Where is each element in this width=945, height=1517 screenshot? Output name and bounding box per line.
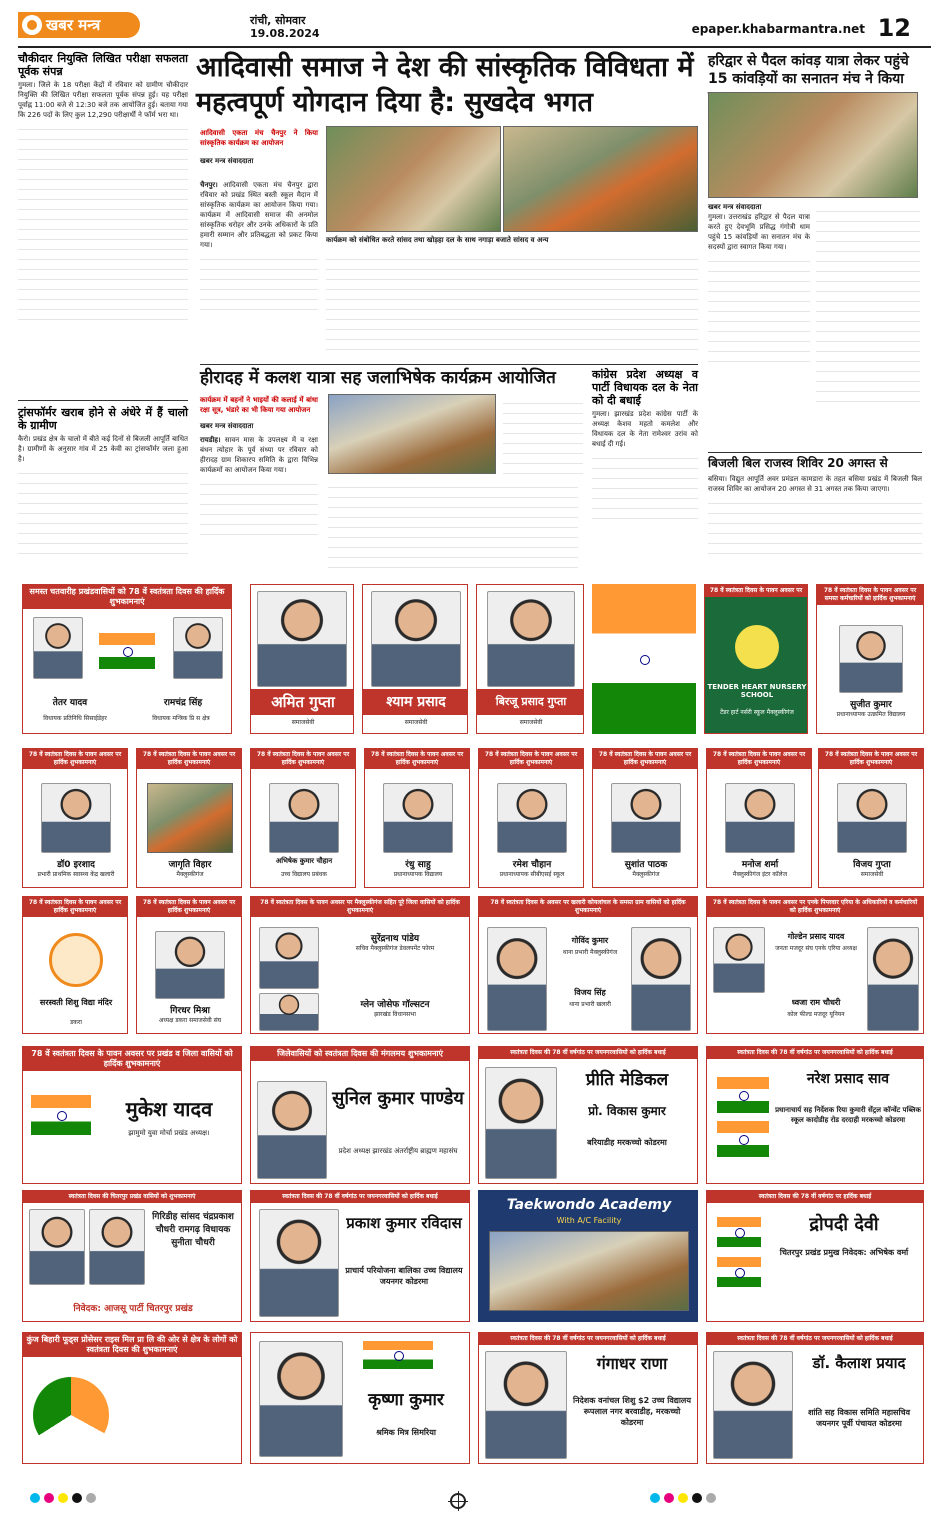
ad-randhu-sahu-head: 78 वें स्वतंत्रता दिवस के पावन अवसर पर हार्दिक शुभकामनाएं xyxy=(365,749,469,769)
ad-manoj-sharma-role: मैक्लुस्कीगंज इंटर कॉलेज xyxy=(732,871,788,878)
ad-ajsu-chitarpur-sponsor: निवेदक: आजसू पार्टी चितरपुर प्रखंड xyxy=(73,1304,193,1314)
ad-draupadi-devi-role: चितरपुर प्रखंड प्रमुख निवेदक: अभिषेक वर्मा xyxy=(779,1248,909,1257)
ad-mukesh-yadav[interactable] xyxy=(22,1046,242,1184)
brand-logo[interactable] xyxy=(18,12,140,38)
ad-police-khalari-head: 78 वें स्वतंत्रता दिवस के अवसर पर खलारी कोयलांचल के समस्त ग्राम वासियों को हार्दिक शुभकामनाएं xyxy=(479,897,697,917)
ad-kailash-prasad-role: शांति सह विकास समिति महासचिव जयनगर पूर्वी पंचायत कोडरमा xyxy=(807,1408,911,1428)
ad-saraswati-shishu-role: डकरा xyxy=(70,1019,82,1026)
ad-ramesh-chauhan-role: प्रधानाध्यापक सीबीएसई स्कूल xyxy=(499,871,565,878)
ad-prakash-ravidas-head: स्वतंत्रता दिवस की 78 वीं वर्षगांठ पर जयनगरवासियों को हार्दिक बधाई xyxy=(251,1191,469,1203)
kalash-story-title: हीरादह में कलश यात्रा सह जलाभिषेक कार्यक्रम आयोजित xyxy=(200,368,556,388)
ad-taekwondo-academy[interactable] xyxy=(478,1190,698,1322)
ad-saraswati-shishu[interactable] xyxy=(22,896,128,1034)
ad-sujit-kumar-name: सुजीत कुमार xyxy=(850,700,892,710)
ad-dr-irshad-name: डॉ0 इरशाद xyxy=(57,860,95,870)
school-emblem-icon xyxy=(49,933,103,987)
ad-chatwarih-role-1: विधायक प्रतिनिधि सिसाईडेहर xyxy=(43,715,107,722)
ad-girdhar-mishra-photo xyxy=(155,931,225,999)
ad-gangadhar-rana-photo xyxy=(485,1351,567,1459)
ad-ramesh-chauhan-head: 78 वें स्वतंत्रता दिवस के पावन अवसर पर हार्दिक शुभकामनाएं xyxy=(479,749,583,769)
kanwar-photo xyxy=(708,92,918,198)
transformer-story-title: ट्रांसफॉर्मर खराब होने से अंधेरे में हैं चालो के ग्रामीण xyxy=(18,406,188,432)
ad-shyam-prasad-photo xyxy=(371,591,461,687)
transformer-story xyxy=(18,406,188,554)
ad-draupadi-devi-head: स्वतंत्रता दिवस की 78 वीं वर्षगांठ पर हार्दिक बधाई xyxy=(707,1191,923,1203)
flag-icon xyxy=(717,1077,769,1113)
kanwar-byline: खबर मन्त्र संवाददाता xyxy=(708,203,762,211)
flag-icon xyxy=(31,1095,91,1135)
kanwar-story-body: गुमला। उत्तराखंड हरिद्वार से पैदल यात्रा करते हुए देवभूमि प्रसिद्ध गंगोत्री धाम पहुंचे 15 कांवड़ियों का सनातन मंच के सदस्यों द्वारा स्वागत किया गया। xyxy=(708,213,810,251)
ad-ramesh-chauhan[interactable] xyxy=(478,748,584,888)
kanwar-story-body-block xyxy=(708,202,810,362)
lead-kicker-block xyxy=(200,128,318,166)
ad-amit-gupta-name: अमित गुप्ता xyxy=(251,689,354,715)
ad-randhu-sahu-photo xyxy=(383,783,453,853)
bill-story xyxy=(708,474,922,554)
ad-girdhar-mishra-head: 78 वें स्वतंत्रता दिवस के पावन अवसर पर हार्दिक शुभकामनाएं xyxy=(137,897,241,917)
lead-dateline: चैनपुर। xyxy=(200,181,218,189)
lead-body xyxy=(200,180,318,310)
ad-vijay-singh-name: विजय सिंह xyxy=(574,988,606,997)
ad-sujit-kumar[interactable] xyxy=(816,584,924,734)
ad-chatwarih-photo-1 xyxy=(33,617,83,679)
chowkidar-story-body: गुमला। जिले के 18 परीक्षा केंद्रों में रविवार को ग्रामीण चौकीदार नियुक्ति की लिखित परीक्षा सफलता पूर्वक संपन्न हुई। यह परीक्षा पूर्वाह्न 11:00 बजे से 12:30 बजे तक आयोजित हुई। बताया गया कि 226 पदों के लिए कुल 12,290 परीक्षार्थी ने फॉर्म भरा था। xyxy=(18,81,188,119)
ad-saraswati-shishu-name: सरस्वती शिशु विद्या मंदिर xyxy=(39,998,113,1007)
ad-chatwarih-role-2: विधायक मन्त्रिक प्रि स क्षेत्र xyxy=(152,715,210,722)
ad-ramesh-chauhan-name: रमेश चौहान xyxy=(512,860,552,870)
ad-chatwarih-photo-2 xyxy=(173,617,223,679)
ad-kailash-prasad-photo xyxy=(713,1351,793,1459)
ad-preeti-medical[interactable] xyxy=(478,1046,698,1184)
ad-preeti-medical-head: स्वतंत्रता दिवस की 78 वीं वर्षगांठ पर जयनगरवासियों को हार्दिक बधाई xyxy=(479,1047,697,1059)
ad-sushant-pathak-photo xyxy=(611,783,681,853)
kalash-body-text xyxy=(200,435,318,475)
ad-sujit-kumar-head: 78 वें स्वतंत्रता दिवस के पावन अवसर पर समस्त कर्मचारियों को हार्दिक शुभकामनाएं xyxy=(817,585,923,605)
ad-shyam-prasad-role: समाजसेवी xyxy=(404,719,428,726)
ad-birju-prasad-name: बिरजू प्रसाद गुप्ता xyxy=(477,689,584,715)
ad-surendranath-role: सचिव मैक्लुस्कीगंज डेवलपमेंट फोरम xyxy=(355,945,435,952)
ad-govind-kumar-name: गोविंद कुमार xyxy=(571,936,609,945)
bill-story-title: बिजली बिल राजस्व शिविर 20 अगस्त से xyxy=(708,456,888,470)
ad-mukesh-yadav-role: झामुमो युवा मोर्चा प्रखंड अध्यक्ष। xyxy=(128,1129,210,1137)
ad-naresh-prasad[interactable] xyxy=(706,1046,924,1184)
ad-taekwondo-photo xyxy=(489,1231,689,1311)
ad-draupadi-devi[interactable] xyxy=(706,1190,924,1322)
ad-amit-gupta[interactable] xyxy=(250,584,354,734)
ad-dr-irshad-head: 78 वें स्वतंत्रता दिवस के पावन अवसर पर हार्दिक शुभकामनाएं xyxy=(23,749,127,769)
ad-jagriti-vihar[interactable] xyxy=(136,748,242,888)
ad-taekwondo-sub: With A/C Facility xyxy=(556,1216,622,1225)
ad-abhishek-chauhan-name: अभिषेक कुमार चौहान xyxy=(275,857,333,865)
ad-abhishek-chauhan-photo xyxy=(269,783,339,853)
ad-tender-heart-head: 78 वें स्वतंत्रता दिवस के पावन अवसर पर xyxy=(705,585,807,597)
registration-marks-left xyxy=(30,1493,96,1507)
congress-story xyxy=(592,368,698,519)
masthead xyxy=(18,8,931,48)
ad-golden-yadav-name: गोल्डेन प्रसाद यादव xyxy=(787,932,845,941)
lead-photo-2 xyxy=(503,126,698,232)
ad-glen-galstan-role: झारखंड विधानसभा xyxy=(374,1011,416,1018)
ad-govind-kumar-photo xyxy=(487,927,547,1031)
ad-krishna-kumar-name: कृष्णा कुमार xyxy=(368,1390,444,1410)
ad-nk-piparwar-head: 78 वें स्वतंत्रता दिवस के पावन अवसर पर एनके पिपरवार एरिया के अधिकारियों व कर्मचारियों को हार्दिक शुभकामनाएं xyxy=(707,897,923,917)
ad-chatwarih-head: समस्त चतवारीह प्रखंडवासियों को 78 वें स्वतंत्रता दिवस की हार्दिक शुभकामनाएं xyxy=(23,585,231,609)
ad-jagriti-vihar-role: मैक्लुस्कीगंज xyxy=(176,871,204,878)
ad-gangadhar-rana-head: स्वतंत्रता दिवस की 78 वीं वर्षगांठ पर जयनगरवासियों को हार्दिक बधाई xyxy=(479,1333,697,1345)
kalash-body-columns xyxy=(328,478,578,568)
ad-surendranath-photo xyxy=(259,927,319,989)
ad-kailash-prasad-head: स्वतंत्रता दिवस की 78 वीं वर्षगांठ पर जयनगरवासियों को हार्दिक बधाई xyxy=(707,1333,923,1345)
ad-vijay-gupta[interactable] xyxy=(818,748,924,888)
ad-abhishek-chauhan-role: उच्च विद्यालय प्रबंधक xyxy=(280,871,328,878)
ad-gangadhar-rana-role: निदेशक वनांचल शिशु $2 उच्च विद्यालय रूपलाल नगर बरवाडीह, मरकच्चो कोडरमा xyxy=(573,1396,691,1427)
news-region xyxy=(18,50,931,575)
ad-police-khalari[interactable] xyxy=(478,896,698,1034)
ad-sunil-pandey-photo xyxy=(257,1081,327,1179)
chowkidar-story-title: चौकीदार नियुक्ति लिखित परीक्षा सफलता पूर्वक संपन्न xyxy=(18,52,188,78)
edition-info xyxy=(250,14,320,40)
ad-krishna-kumar-photo xyxy=(259,1341,343,1457)
ad-vijay-gupta-role: समाजसेवी xyxy=(860,871,884,878)
ad-ramesh-chauhan-photo xyxy=(497,783,567,853)
crop-target-icon xyxy=(450,1493,466,1509)
ad-sunil-pandey-head: जिलेवासियों को स्वतंत्रता दिवस की मंगलमय शुभकामनाएं xyxy=(251,1047,469,1061)
kanwar-story-col2 xyxy=(816,202,920,402)
ad-vijay-singh-photo xyxy=(631,927,691,1031)
ad-abhishek-chauhan[interactable] xyxy=(250,748,356,888)
chakra-graphic-icon xyxy=(33,1377,109,1453)
ad-chatwarih-name-1: तेतर यादव xyxy=(52,698,88,708)
ad-sunil-pandey-role: प्रदेश अध्यक्ष झारखंड अंतर्राष्ट्रीय ब्राह्मण महासंघ xyxy=(338,1147,458,1155)
brand-name: खबर मन्त्र xyxy=(46,16,101,34)
ad-prakash-ravidas-role: प्राचार्य परियोजना बालिका उच्च विद्यालय जयनगर कोडरमा xyxy=(345,1266,463,1286)
edition-date: 19.08.2024 xyxy=(250,27,320,40)
ad-glen-galstan-name: ग्लेन जोसेफ गॉल्सटन xyxy=(360,1000,430,1010)
ad-sunita-chaudhary-photo xyxy=(89,1209,145,1285)
ad-randhu-sahu[interactable] xyxy=(364,748,470,888)
ad-manoj-sharma-photo xyxy=(725,783,795,853)
page-number: 12 xyxy=(877,14,911,42)
congress-story-body: गुमला। झारखंड प्रदेश कांग्रेस पार्टी के अध्यक्ष केशव महतो कमलेश और विधायक दल के नेता रामेश्वर उरांव को बधाई दी गई। xyxy=(592,410,698,448)
lead-body-paragraph: आदिवासी एकता मंच चैनपुर द्वारा रविवार को प्रखंड स्थित बस्ती स्कूल मैदान में सांस्कृतिक कार्यक्रम का आयोजन किया गया। कार्यक्रम में आदिवासी समाज की अनमोल सांस्कृतिक धरोहर और उनके अधिकारों के प्रति हमारी सम्मान और प्रतिबद्धता को प्रकट किया गया। xyxy=(200,181,319,249)
ad-dr-irshad-photo xyxy=(41,783,111,853)
ad-kailash-prasad[interactable] xyxy=(706,1332,924,1464)
edition-city-day: रांची, सोमवार xyxy=(250,14,306,27)
ad-sujit-kumar-role: प्रधानाध्यापक उत्क्रमित विद्यालय xyxy=(836,711,906,718)
ad-gangadhar-rana-name: गंगाधर राणा xyxy=(596,1354,668,1373)
ad-vijay-gupta-name: विजय गुप्ता xyxy=(853,860,891,870)
flag-icon xyxy=(717,1121,769,1157)
ad-tender-heart-name: TENDER HEART NURSERY SCHOOL xyxy=(707,683,807,699)
registration-marks-right xyxy=(650,1493,716,1507)
ad-manoj-sharma[interactable] xyxy=(706,748,812,888)
epaper-link[interactable]: epaper.khabarmantra.net xyxy=(691,22,865,36)
kalash-body: सावन मास के उपलक्ष्य में व रक्षा बंधन त्योहार के पूर्व संध्या पर रविवार को हीरादह ग्राम शिकारप समिति के द्वारा विभिन्न कार्यक्रमों का आयोजन किया गया। xyxy=(200,436,318,474)
brand-icon xyxy=(22,15,42,35)
ad-girdhar-mishra-name: गिरधर मिश्रा xyxy=(170,1006,210,1016)
flag-panel xyxy=(592,584,696,734)
ad-jagriti-vihar-head: 78 वें स्वतंत्रता दिवस के पावन अवसर पर हार्दिक शुभकामनाएं xyxy=(137,749,241,769)
kanwar-story-title: हरिद्वार से पैदल कांवड़ यात्रा लेकर पहुंचे 15 कांवड़ियों का सनातन मंच ने किया xyxy=(708,53,909,87)
ad-prakash-ravidas[interactable] xyxy=(250,1190,470,1322)
ad-prakash-ravidas-name: प्रकाश कुमार रविदास xyxy=(346,1214,462,1232)
ad-chatwarih-name-2: रामचंद्र सिंह xyxy=(163,698,203,708)
ad-surendranath-name: सुरेंद्रनाथ पांडेय xyxy=(370,934,420,944)
ad-dr-irshad[interactable] xyxy=(22,748,128,888)
ad-girdhar-mishra-role: अध्यक्ष डकरा समाजसेवी संघ xyxy=(158,1017,222,1024)
kalash-photo xyxy=(328,394,496,474)
ad-preeti-medical-name: प्रीति मेडिकल xyxy=(585,1070,669,1090)
lead-photo-caption: कार्यक्रम को संबोधित करते सांसद तथा खोड़हा दल के साथ नगाड़ा बजाते सांसद व अन्य xyxy=(326,236,549,244)
ad-tender-heart[interactable] xyxy=(704,584,808,734)
lead-kicker: आदिवासी एकता मंच चैनपुर ने किया सांस्कृतिक कार्यक्रम का आयोजन xyxy=(200,129,318,147)
ad-naresh-prasad-name: नरेश प्रसाद साव xyxy=(806,1071,890,1087)
ad-randhu-sahu-name: रंधु साहु xyxy=(405,860,431,870)
lead-headline: आदिवासी समाज ने देश की सांस्कृतिक विविधता में महत्वपूर्ण योगदान दिया है: सुखदेव भगत xyxy=(196,52,694,118)
lead-body-columns xyxy=(326,250,698,350)
ad-kunj-bihari-foods[interactable] xyxy=(22,1332,242,1464)
school-logo-icon xyxy=(735,625,779,669)
ad-draupadi-devi-name: द्रोपदी देवी xyxy=(809,1214,879,1235)
ad-shyam-prasad-name: श्याम प्रसाद xyxy=(363,689,468,715)
kalash-byline: खबर मन्त्र संवाददाता xyxy=(200,422,254,430)
ad-birju-prasad-role: समाजसेवी xyxy=(519,719,543,726)
lead-body-text xyxy=(200,180,318,250)
ad-taekwondo-name: Taekwondo Academy xyxy=(506,1197,672,1213)
kalash-body-col3 xyxy=(503,394,583,474)
flag-icon xyxy=(99,633,155,669)
ad-golden-yadav-photo xyxy=(713,927,765,993)
lead-photo-1 xyxy=(326,126,501,232)
ad-sunil-pandey[interactable] xyxy=(250,1046,470,1184)
bill-story-body: बसिया। विद्युत आपूर्ति अवर प्रमंडल कामडारा के तहत बसिया प्रखंड में बिजली बिल राजस्व शिविर का आयोजन 20 अगस्त से 31 अगस्त तक किया जाएगा। xyxy=(708,475,922,493)
kalash-dateline: रायडीह। xyxy=(200,436,221,444)
kalash-story-side xyxy=(200,395,318,535)
ad-mcluskieganj-forum[interactable] xyxy=(250,896,470,1034)
chowkidar-story xyxy=(18,52,188,320)
ad-sujit-kumar-photo xyxy=(839,625,903,693)
ad-girdhar-mishra[interactable] xyxy=(136,896,242,1034)
ad-sushant-pathak[interactable] xyxy=(592,748,698,888)
flag-icon xyxy=(363,1341,433,1369)
ad-ajsu-leaders: गिरिडीह सांसद चंद्रप्रकाश चौधरी रामगढ़ विधायक सुनीता चौधरी xyxy=(152,1212,234,1248)
ad-manoj-sharma-head: 78 वें स्वतंत्रता दिवस के पावन अवसर पर हार्दिक शुभकामनाएं xyxy=(707,749,811,769)
lead-byline: खबर मन्त्र संवाददाता xyxy=(200,157,254,165)
ad-mukesh-yadav-name: मुकेश यादव xyxy=(125,1097,213,1121)
ad-dr-irshad-role: प्रभारी प्राथमिक स्वास्थ्य केंद्र खलारी xyxy=(37,871,115,878)
ad-tender-heart-role: टेंडर हार्ट नर्सरी स्कूल मैक्लुस्कीगंज xyxy=(720,709,794,716)
ad-ajsu-chitarpur-head: स्वतंत्रता दिवस की चितरपुर प्रखंड वासियों को शुभकामनाएं xyxy=(23,1191,241,1203)
ad-shyam-prasad[interactable] xyxy=(362,584,468,734)
ad-prakash-ravidas-photo xyxy=(259,1209,339,1317)
ad-sushant-pathak-head: 78 वें स्वतंत्रता दिवस के पावन अवसर पर हार्दिक शुभकामनाएं xyxy=(593,749,697,769)
ad-randhu-sahu-role: प्रधानाध्यापक विद्यालय xyxy=(393,871,443,878)
transformer-story-body: कैरो। प्रखंड क्षेत्र के चालो में बीते कई दिनों से बिजली आपूर्ति बाधित है। ग्रामीणों के अनुसार गांव में 25 केवी का ट्रांसफॉर्मर जला हुआ है। xyxy=(18,435,188,463)
ad-preeti-medical-owner: प्रो. विकास कुमार xyxy=(588,1104,666,1118)
ad-sushant-pathak-name: सुशांत पाठक xyxy=(624,860,668,870)
ad-manoj-sharma-name: मनोज शर्मा xyxy=(741,860,779,870)
ad-ajsu-chitarpur[interactable] xyxy=(22,1190,242,1322)
ad-amit-gupta-photo xyxy=(257,591,347,687)
ad-sunil-pandey-name: सुनिल कुमार पाण्डेय xyxy=(332,1088,464,1109)
ad-kunj-bihari-head: कुंज बिहारी फूड्स प्रोसेसर राइस मिल प्रा लि की ओर से क्षेत्र के लोगों को स्वतंत्रता दिवस की शुभकामनाएं xyxy=(23,1333,241,1357)
ad-vijay-gupta-head: 78 वें स्वतंत्रता दिवस के पावन अवसर पर हार्दिक शुभकामनाएं xyxy=(819,749,923,769)
ad-vikas-kumar-photo xyxy=(485,1067,557,1179)
ad-jagriti-vihar-name: जागृति विहार xyxy=(168,860,212,870)
ad-dhwaja-ram-photo xyxy=(867,927,919,1031)
ad-sushant-pathak-role: मैक्लुस्कीगंज xyxy=(632,871,660,878)
ad-birju-prasad-photo xyxy=(487,591,575,687)
ad-nk-piparwar[interactable] xyxy=(706,896,924,1034)
ad-gangadhar-rana[interactable] xyxy=(478,1332,698,1464)
ad-dhwaja-ram-role: कोल फील्ड मजदूर यूनियन xyxy=(787,1011,845,1018)
ad-naresh-prasad-head: स्वतंत्रता दिवस की 78 वीं वर्षगांठ पर जयनगरवासियों को हार्दिक बधाई xyxy=(707,1047,923,1059)
ad-vijay-gupta-photo xyxy=(837,783,907,853)
ad-birju-prasad[interactable] xyxy=(476,584,584,734)
ad-mcluskieganj-forum-head: 78 वें स्वतंत्रता दिवस के पावन अवसर पर मैक्लुस्कीगंज सहित पूरे जिला वासियों को हार्दिक शुभकामनाएं xyxy=(251,897,469,917)
congress-story-title: कांग्रेस प्रदेश अध्यक्ष व पार्टी विधायक दल के नेता को दी बधाई xyxy=(592,368,698,407)
ad-krishna-kumar-role: श्रमिक मित्र सिमरिया xyxy=(376,1428,436,1437)
ad-krishna-kumar[interactable] xyxy=(250,1332,470,1464)
ad-jagriti-vihar-photo xyxy=(147,783,233,853)
kalash-kicker: कार्यक्रम में बहनों ने भाइयों की कलाई में बांधा रक्षा सूत्र, भंडारे का भी किया गया आयोजन xyxy=(200,396,318,414)
flag-icon xyxy=(717,1217,761,1247)
ad-mukesh-yadav-head: 78 वें स्वतंत्रता दिवस के पावन अवसर पर प्रखंड व जिला वासियों को हार्दिक शुभकामनाएं xyxy=(23,1047,241,1071)
ad-vijay-singh-role: थाना प्रभारी खलारी xyxy=(569,1001,611,1008)
ad-kailash-prasad-name: डॉ. कैलाश प्रयाद xyxy=(812,1354,906,1372)
ad-naresh-prasad-role: प्रधानाचार्य सह निर्देशक रिया कुमारी सेंट्रल कॉन्वेंट पब्लिक स्कूल कादोडीह रोड दरदाही मरकच्चो कोडरमा xyxy=(775,1106,921,1124)
ad-dhwaja-ram-name: ध्वजा राम चौधरी xyxy=(791,998,841,1007)
ad-glen-galstan-photo xyxy=(259,993,319,1031)
ad-golden-yadav-role: जनता मजदूर संघ एनके एरिया अध्यक्ष xyxy=(775,945,857,952)
ad-govind-kumar-role: थाना प्रभारी मैक्लुस्कीगंज xyxy=(562,949,618,956)
ad-chandraprakash-photo xyxy=(29,1209,85,1285)
ad-saraswati-shishu-head: 78 वें स्वतंत्रता दिवस के पावन अवसर पर हार्दिक शुभकामनाएं xyxy=(23,897,127,917)
flag-icon xyxy=(717,1257,761,1287)
ad-amit-gupta-role: समाजसेवी xyxy=(291,719,315,726)
ad-preeti-medical-address: बरियाडीह मरकच्चो कोडरमा xyxy=(587,1138,667,1147)
ad-abhishek-chauhan-head: 78 वें स्वतंत्रता दिवस के पावन अवसर पर हार्दिक शुभकामनाएं xyxy=(251,749,355,769)
ad-chatwarih[interactable] xyxy=(22,584,232,734)
